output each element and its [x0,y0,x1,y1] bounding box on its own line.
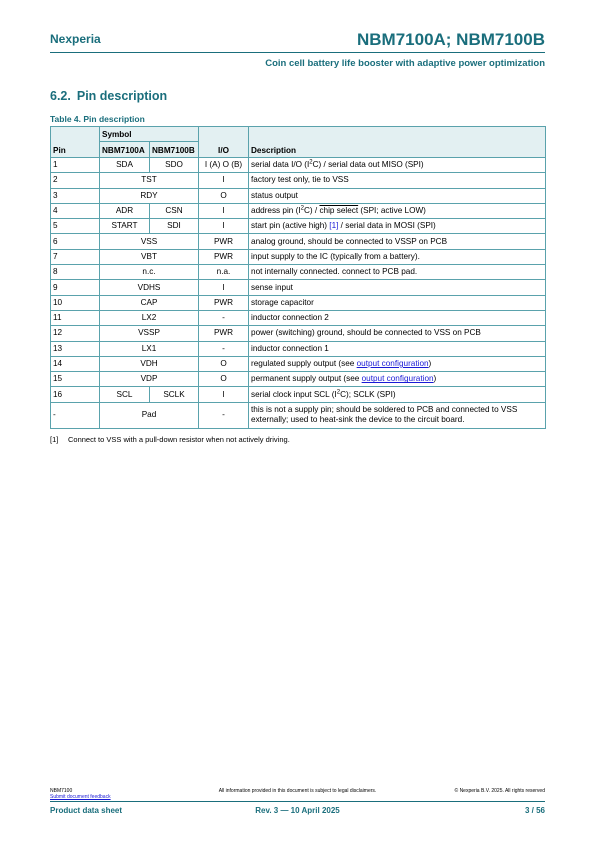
pin-number: 8 [51,265,100,280]
section-title: Pin description [76,89,168,103]
pin-number: 6 [51,234,100,249]
description: analog ground, should be connected to VSSP on PCB [249,234,546,249]
table-row [51,310,546,325]
footer-rule [50,801,545,802]
header-title: NBM7100A; NBM7100B [356,30,545,49]
symbol: VSS [100,234,199,249]
table-footnote [50,435,290,444]
pin-number: 10 [51,295,100,310]
table-row [51,249,546,264]
table-row [51,372,546,387]
description: permanent supply output (see output configuration) [249,372,546,387]
footer-revision: Rev. 3 — 10 April 2025 [255,806,340,815]
table-row [51,280,546,295]
header-brand: Nexperia [50,32,101,46]
symbol: VBT [100,249,199,264]
header-symbol: Symbol [100,127,199,142]
table-row [51,173,546,188]
table-row [51,203,546,218]
header-rule [50,52,545,53]
pin-number: 9 [51,280,100,295]
io-type: I [199,173,249,188]
symbol: VDH [100,356,199,371]
io-type: n.a. [199,265,249,280]
header-subtitle: Coin cell battery life booster with adaptive power optimization [265,58,545,69]
description: input supply to the IC (typically from a battery). [249,249,546,264]
io-type: - [199,310,249,325]
table-row [51,341,546,356]
symbol-b: SDI [150,219,199,234]
pin-number: 16 [51,387,100,402]
header-io: I/O [199,127,249,158]
description: sense input [249,280,546,295]
io-type: O [199,372,249,387]
pin-number: 14 [51,356,100,371]
symbol: n.c. [100,265,199,280]
description: not internally connected. connect to PCB pad. [249,265,546,280]
description: power (switching) ground, should be connected to VSS on PCB [249,326,546,341]
table-row [51,356,546,371]
footer-copyright: © Nexperia B.V. 2025. All rights reserved [454,788,545,794]
footer-page-number: 3 / 56 [524,806,545,815]
table-row [51,219,546,234]
description: address pin $(I^2C)$ / chip select (SPI; active LOW) [249,203,546,218]
description: start pin (active high) [1] / serial data in MOSI (SPI) [249,219,546,234]
symbol-a: ADR [100,203,150,218]
io-type: - [199,402,249,428]
description: status output [249,188,546,203]
table-row [51,234,546,249]
io-type: I [199,280,249,295]
io-type: PWR [199,295,249,310]
table-row [51,188,546,203]
symbol: RDY [100,188,199,203]
table-caption: Table 4. Pin description [50,114,145,124]
symbol: LX1 [100,341,199,356]
footer-doc-id: NBM7100 [50,788,73,794]
pin-number: 1 [51,158,100,173]
symbol: VDHS [100,280,199,295]
table-row [51,158,546,173]
io-type: PWR [199,234,249,249]
footer-doc-type: Product data sheet [50,806,123,815]
symbol: LX2 [100,310,199,325]
io-type: I [199,219,249,234]
io-type: PWR [199,249,249,264]
pin-number: 2 [51,173,100,188]
pin-number: 15 [51,372,100,387]
pin-number: 7 [51,249,100,264]
io-type: I [199,203,249,218]
symbol-b: SDO [150,158,199,173]
header-description: Description [249,127,546,158]
symbol: VSSP [100,326,199,341]
symbol: TST [100,173,199,188]
io-type: - [199,341,249,356]
submit-feedback-link[interactable]: Submit document feedback [50,794,111,800]
description: storage capacitor [249,295,546,310]
footnote-text: Connect to VSS with a pull-down resistor when not actively driving. [68,435,290,444]
description: this is not a supply pin; should be soldered to PCB and connected to VSS externally; used to heat-sink the device to the circuit board. [249,402,546,428]
description: serial clock input SCL $(I^2C)$; SCLK (SPI) [249,387,546,402]
description: serial data I/O $(I^2C)$ / serial data out MISO (SPI) [249,158,546,173]
symbol-a: SDA [100,158,150,173]
io-type: PWR [199,326,249,341]
io-type: I [199,387,249,402]
pin-description-table [50,126,546,429]
io-type: O [199,188,249,203]
header-symbol-a: NBM7100A [100,142,150,158]
io-type: I (A) O (B) [199,158,249,173]
symbol: CAP [100,295,199,310]
pin-number: 11 [51,310,100,325]
symbol-a: SCL [100,387,150,402]
symbol: VDP [100,372,199,387]
pin-number: 3 [51,188,100,203]
pin-number: 13 [51,341,100,356]
section-heading [50,89,167,103]
symbol-b: CSN [150,203,199,218]
io-type: O [199,356,249,371]
table-row [51,387,546,402]
symbol-b: SCLK [150,387,199,402]
pin-description-table-wrapper [50,126,545,429]
table-row [51,295,546,310]
description: inductor connection 1 [249,341,546,356]
table-row [51,326,546,341]
footnote-ref-link[interactable]: [1] [329,221,339,231]
section-number: 6.2. [50,89,71,103]
symbol: Pad [100,402,199,428]
header-pin: Pin [51,127,100,158]
output-configuration-link[interactable]: output configuration [356,359,429,368]
description: regulated supply output (see output configuration) [249,356,546,371]
pin-number: 12 [51,326,100,341]
description: inductor connection 2 [249,310,546,325]
table-row [51,265,546,280]
footer-disclaimer: All information provided in this document is subject to legal disclaimers. [218,788,377,794]
pin-number: - [51,402,100,428]
header-symbol-b: NBM7100B [150,142,199,158]
footnote-mark: [1] [50,435,59,444]
table-row [51,402,546,428]
pin-number: 5 [51,219,100,234]
symbol-a: START [100,219,150,234]
output-configuration-link[interactable]: output configuration [361,374,434,384]
description: factory test only, tie to VSS [249,173,546,188]
pin-number: 4 [51,203,100,218]
